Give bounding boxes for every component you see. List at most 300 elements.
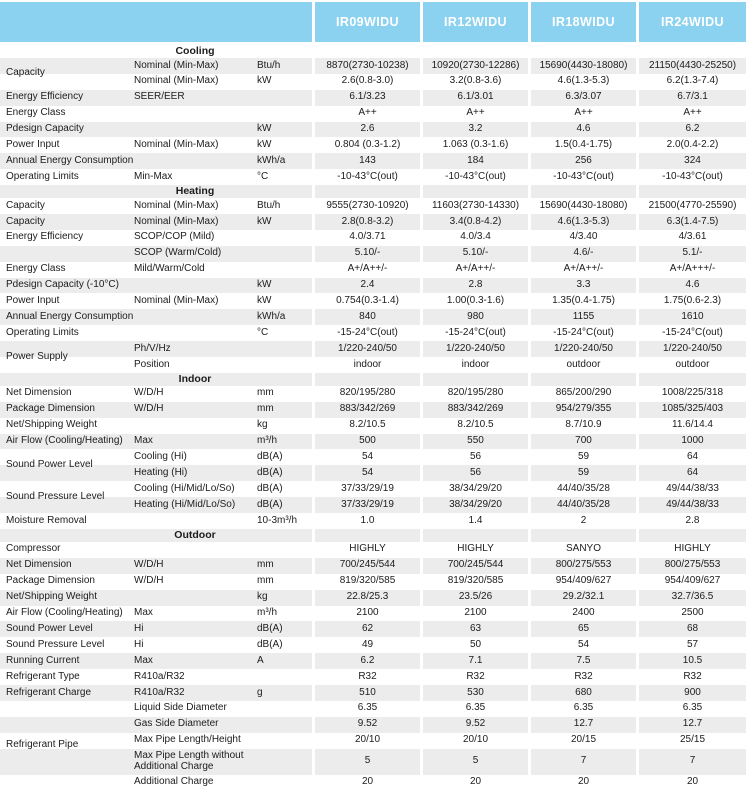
row-label: Sound Power Level <box>6 458 93 470</box>
value-cell: 2.8 <box>685 514 700 526</box>
header-corner <box>0 2 312 42</box>
value-cell: 6.2 <box>685 123 700 135</box>
value-cell: 6.2(1.3-7.4) <box>666 75 719 87</box>
value-cell: 2.8 <box>468 279 483 291</box>
value-cell: 37/33/29/19 <box>341 482 394 494</box>
value-cell: 9.52 <box>465 718 486 730</box>
value-cell: 819/320/585 <box>339 575 396 587</box>
row-sublabel: Ph/V/Hz <box>134 342 171 354</box>
value-cell: 900 <box>684 686 701 698</box>
value-cell: 56 <box>469 451 482 463</box>
value-cell: 22.8/25.3 <box>346 591 389 603</box>
row-stripe <box>423 529 528 542</box>
value-cell: 1.063 (0.3-1.6) <box>442 139 509 150</box>
value-cell: 15690(4430-18080) <box>539 199 628 211</box>
row-sublabel <box>133 513 257 529</box>
row-label: Power Input <box>6 139 60 150</box>
value-cell: 20/15 <box>570 734 597 746</box>
row-sublabel: Nominal (Min-Max) <box>134 199 219 211</box>
row-sublabel <box>133 418 257 434</box>
value-cell: 840 <box>359 310 376 322</box>
value-cell: 4.6(1.3-5.3) <box>557 215 610 227</box>
value-cell: 1.00(0.3-1.6) <box>446 295 505 307</box>
row-sublabel: R410a/R32 <box>134 686 185 698</box>
unit-cell: dB(A) <box>257 498 283 510</box>
value-cell: 530 <box>467 686 484 698</box>
value-cell: 2.4 <box>360 279 375 291</box>
row-stripe <box>423 185 528 198</box>
unit-cell <box>257 341 312 357</box>
value-cell: 49/44/38/33 <box>666 482 719 494</box>
value-cell: 883/342/269 <box>339 403 396 415</box>
value-cell: 1008/225/318 <box>661 387 724 399</box>
row-sublabel: SEER/EER <box>134 91 185 103</box>
value-cell: 1.4 <box>468 514 483 526</box>
value-cell: 1/220-240/50 <box>663 342 722 354</box>
value-cell: 54 <box>361 451 374 463</box>
row-sublabel: Nominal (Min-Max) <box>134 139 219 150</box>
value-cell: 800/275/553 <box>555 559 612 571</box>
section-title: Indoor <box>178 372 212 385</box>
row-label: Net/Shipping Weight <box>6 419 97 431</box>
value-cell: 5.10/- <box>462 247 489 259</box>
row-label: Refrigerant Type <box>6 670 80 682</box>
unit-cell: 10-3m³/h <box>257 514 298 526</box>
value-cell: HIGHLY <box>457 543 494 555</box>
value-cell: R32 <box>574 670 593 682</box>
row-label: Annual Energy Consumption <box>6 310 134 322</box>
row-sublabel: Liquid Side Diameter <box>134 702 227 714</box>
value-cell: 5 <box>364 755 371 767</box>
row-sublabel: Max <box>134 607 153 619</box>
value-cell: 4.0/3.4 <box>460 231 491 243</box>
unit-cell: kW <box>257 75 272 87</box>
row-sublabel <box>133 590 257 606</box>
row-label: Annual Energy Consumption <box>6 154 134 166</box>
row-label: Sound Pressure Level <box>6 638 105 650</box>
value-cell: 20/10 <box>462 734 489 746</box>
value-cell: 62 <box>361 622 374 634</box>
unit-cell: mm <box>257 575 274 587</box>
value-cell: 20 <box>361 776 374 788</box>
value-cell: 0.754(0.3-1.4) <box>336 295 399 307</box>
row-label: Refrigerant Pipe <box>6 739 79 751</box>
row-sublabel: Hi <box>134 622 144 634</box>
row-sublabel: Heating (Hi) <box>134 466 188 478</box>
value-cell: 59 <box>577 466 590 478</box>
row-sublabel: Position <box>134 358 170 370</box>
value-cell: 954/409/627 <box>555 575 612 587</box>
row-sublabel <box>133 309 257 325</box>
value-cell: 6.35 <box>682 702 703 714</box>
unit-cell <box>257 701 312 717</box>
value-cell: 9555(2730-10920) <box>326 199 409 211</box>
value-cell: 10920(2730-12286) <box>431 59 520 71</box>
value-cell: -15-24°C(out) <box>337 326 398 338</box>
value-cell: 64 <box>686 466 699 478</box>
value-cell: 11603(2730-14330) <box>431 199 520 211</box>
value-cell: 1/220-240/50 <box>554 342 613 354</box>
value-cell: 6.35 <box>357 702 378 714</box>
row-label: Energy Efficiency <box>6 231 84 243</box>
value-cell: 49 <box>361 638 374 650</box>
row-sublabel: SCOP/COP (Mild) <box>134 231 215 243</box>
value-cell: 700/245/544 <box>339 559 396 571</box>
row-label: Energy Efficiency <box>6 91 84 103</box>
row-label: Refrigerant Charge <box>6 686 92 698</box>
row-stripe <box>315 185 420 198</box>
value-cell: 6.3(1.4-7.5) <box>666 215 719 227</box>
value-cell: 8870(2730-10238) <box>326 59 409 71</box>
row-stripe <box>315 529 420 542</box>
unit-cell <box>257 357 312 373</box>
row-sublabel: Additional Charge <box>134 776 214 788</box>
value-cell: 32.7/36.5 <box>671 591 714 603</box>
value-cell: 1000 <box>681 435 704 447</box>
row-label: Air Flow (Cooling/Heating) <box>6 607 123 619</box>
value-cell: 11.6/14.4 <box>672 419 713 431</box>
value-cell: 2.6(0.8-3.0) <box>341 75 394 87</box>
value-cell: 700/245/544 <box>447 559 504 571</box>
value-cell: 3.3 <box>576 279 591 291</box>
value-cell: R32 <box>683 670 702 682</box>
unit-cell: dB(A) <box>257 451 283 463</box>
value-cell: 6.35 <box>573 702 594 714</box>
row-label: Pdesign Capacity <box>6 123 84 135</box>
value-cell: indoor <box>461 358 490 370</box>
value-cell: 4/3.61 <box>678 231 707 243</box>
value-cell: A++ <box>358 107 377 119</box>
value-cell: 20 <box>469 776 482 788</box>
unit-cell: kWh/a <box>257 154 286 166</box>
row-label: Package Dimension <box>6 575 95 587</box>
unit-cell: dB(A) <box>257 622 283 634</box>
value-cell: 10.5 <box>682 654 703 666</box>
row-stripe <box>639 529 746 542</box>
value-cell: outdoor <box>675 358 710 370</box>
row-sublabel: W/D/H <box>134 403 164 415</box>
row-label: Net Dimension <box>6 387 72 399</box>
model-header: IR12WIDU <box>423 2 528 42</box>
value-cell: R32 <box>358 670 377 682</box>
row-sublabel: R410a/R32 <box>134 670 185 682</box>
unit-cell <box>257 106 312 122</box>
value-cell: 9.52 <box>357 718 378 730</box>
row-label: Running Current <box>6 654 80 666</box>
model-header: IR18WIDU <box>531 2 636 42</box>
row-label: Package Dimension <box>6 403 95 415</box>
value-cell: 5.1/- <box>682 247 703 259</box>
row-label: Operating Limits <box>6 170 79 182</box>
row-label: Capacity <box>6 199 45 211</box>
unit-cell: g <box>257 686 263 698</box>
unit-cell: kW <box>257 123 272 135</box>
value-cell: 21150(4430-25250) <box>648 59 737 71</box>
value-cell: 256 <box>575 154 592 166</box>
unit-cell <box>257 262 312 278</box>
value-cell: 68 <box>686 622 699 634</box>
value-cell: 3.2 <box>468 123 483 135</box>
unit-cell: dB(A) <box>257 482 283 494</box>
value-cell: 7 <box>580 755 587 767</box>
unit-cell: kWh/a <box>257 310 286 322</box>
row-label: Pdesign Capacity (-10°C) <box>6 279 119 291</box>
value-cell: 7.1 <box>468 654 483 666</box>
row-stripe <box>639 373 746 386</box>
row-sublabel: Mild/Warm/Cold <box>134 263 205 275</box>
model-header: IR09WIDU <box>315 2 420 42</box>
value-cell: 6.3/3.07 <box>565 91 602 103</box>
value-cell: 1.0 <box>360 514 375 526</box>
value-cell: 20 <box>577 776 590 788</box>
value-cell: A++ <box>574 107 593 119</box>
row-sublabel <box>133 278 257 294</box>
value-cell: 865/200/290 <box>555 387 612 399</box>
value-cell: 4/3.40 <box>569 231 598 243</box>
unit-cell <box>257 246 312 262</box>
row-label: Capacity <box>6 67 45 79</box>
section-title: Outdoor <box>174 528 216 541</box>
value-cell: 2100 <box>356 607 379 619</box>
row-label: Power Supply <box>6 350 68 362</box>
value-cell: 883/342/269 <box>447 403 504 415</box>
row-sublabel: Nominal (Min-Max) <box>134 215 219 227</box>
row-sublabel: SCOP (Warm/Cold) <box>134 247 222 259</box>
unit-cell: °C <box>257 326 269 338</box>
value-cell: A+/A+++/- <box>669 263 716 275</box>
row-sublabel: Gas Side Diameter <box>134 718 219 730</box>
row-sublabel: Cooling (Hi/Mid/Lo/So) <box>134 482 235 494</box>
value-cell: 2.8(0.8-3.2) <box>341 215 394 227</box>
unit-cell: Btu/h <box>257 199 281 211</box>
row-sublabel: Nominal (Min-Max) <box>134 75 219 87</box>
row-sublabel: W/D/H <box>134 575 164 587</box>
value-cell: 15690(4430-18080) <box>539 59 628 71</box>
value-cell: 6.1/3.01 <box>457 91 494 103</box>
row-label: Capacity <box>6 215 45 227</box>
row-sublabel: Max Pipe Length/Height <box>134 734 241 746</box>
value-cell: 20 <box>686 776 699 788</box>
value-cell: 20/10 <box>354 734 381 746</box>
row-label: Sound Power Level <box>6 622 93 634</box>
row-sublabel: Heating (Hi/Mid/Lo/So) <box>134 498 236 510</box>
value-cell: 4.6(1.3-5.3) <box>557 75 610 87</box>
unit-cell: mm <box>257 559 274 571</box>
value-cell: 954/279/355 <box>555 403 612 415</box>
section-title: Cooling <box>175 44 215 57</box>
row-label: Net Dimension <box>6 559 72 571</box>
row-sublabel <box>133 542 257 558</box>
unit-cell: kg <box>257 591 268 603</box>
value-cell: 4.0/3.71 <box>349 231 386 243</box>
section-title: Heating <box>175 184 215 197</box>
unit-cell: °C <box>257 170 269 182</box>
value-cell: 57 <box>686 638 699 650</box>
value-cell: 980 <box>467 310 484 322</box>
value-cell: indoor <box>353 358 382 370</box>
value-cell: HIGHLY <box>674 543 711 555</box>
row-label <box>0 246 133 262</box>
value-cell: 3.4(0.8-4.2) <box>449 215 502 227</box>
value-cell: 59 <box>577 451 590 463</box>
row-sublabel: Min-Max <box>134 170 173 182</box>
value-cell: A+/A++/- <box>563 263 604 275</box>
value-cell: 954/409/627 <box>664 575 721 587</box>
row-label: Energy Class <box>6 107 66 119</box>
row-label: Air Flow (Cooling/Heating) <box>6 435 123 447</box>
value-cell: 37/33/29/19 <box>341 498 394 510</box>
value-cell: A+/A++/- <box>455 263 496 275</box>
value-cell: 12.7 <box>682 718 703 730</box>
value-cell: 6.7/3.1 <box>677 91 708 103</box>
row-stripe <box>531 373 636 386</box>
unit-cell <box>257 775 312 791</box>
unit-cell <box>257 90 312 106</box>
row-label: Sound Pressure Level <box>6 490 105 502</box>
row-stripe <box>531 529 636 542</box>
value-cell: 5 <box>472 755 479 767</box>
value-cell: -10-43°C(out) <box>445 170 506 182</box>
value-cell: 54 <box>361 466 374 478</box>
value-cell: -10-43°C(out) <box>662 170 723 182</box>
unit-cell <box>257 733 312 749</box>
value-cell: 29.2/32.1 <box>562 591 605 603</box>
value-cell: 1.75(0.6-2.3) <box>663 295 722 307</box>
value-cell: 1085/325/403 <box>661 403 724 415</box>
value-cell: 44/40/35/28 <box>557 498 610 510</box>
value-cell: 65 <box>577 622 590 634</box>
row-label: Power Input <box>6 295 60 307</box>
row-label: Net/Shipping Weight <box>6 591 97 603</box>
value-cell: 50 <box>469 638 482 650</box>
value-cell: 510 <box>359 686 376 698</box>
row-sublabel: Max Pipe Length without Additional Charge <box>134 749 244 772</box>
row-sublabel: Nominal (Min-Max) <box>134 295 219 307</box>
value-cell: 38/34/29/20 <box>449 498 502 510</box>
value-cell: 2400 <box>572 607 595 619</box>
row-sublabel: Hi <box>134 638 144 650</box>
value-cell: 8.2/10.5 <box>349 419 386 431</box>
value-cell: SANYO <box>565 543 601 555</box>
value-cell: 7 <box>689 755 696 767</box>
value-cell: 820/195/280 <box>339 387 396 399</box>
value-cell: 64 <box>686 451 699 463</box>
row-stripe <box>531 185 636 198</box>
value-cell: 2.0(0.4-2.2) <box>666 139 719 150</box>
row-sublabel: Max <box>134 654 153 666</box>
value-cell: 2 <box>580 514 587 526</box>
value-cell: -10-43°C(out) <box>553 170 614 182</box>
value-cell: 819/320/585 <box>447 575 504 587</box>
row-sublabel <box>133 122 257 138</box>
value-cell: outdoor <box>566 358 601 370</box>
value-cell: 820/195/280 <box>447 387 504 399</box>
value-cell: 6.2 <box>360 654 375 666</box>
unit-cell <box>257 717 312 733</box>
unit-cell <box>257 230 312 246</box>
value-cell: 800/275/553 <box>664 559 721 571</box>
value-cell: R32 <box>466 670 485 682</box>
value-cell: 0.804 (0.3-1.2) <box>334 139 401 150</box>
row-stripe <box>315 373 420 386</box>
value-cell: 49/44/38/33 <box>666 498 719 510</box>
row-sublabel <box>133 153 257 169</box>
value-cell: 550 <box>467 435 484 447</box>
row-sublabel: Max <box>134 435 153 447</box>
value-cell: 38/34/29/20 <box>449 482 502 494</box>
model-header: IR24WIDU <box>639 2 746 42</box>
unit-cell: mm <box>257 387 274 399</box>
unit-cell: Btu/h <box>257 59 281 71</box>
row-sublabel: Cooling (Hi) <box>134 451 187 463</box>
value-cell: 63 <box>469 622 482 634</box>
row-sublabel: W/D/H <box>134 387 164 399</box>
value-cell: 700 <box>575 435 592 447</box>
unit-cell: m³/h <box>257 435 277 447</box>
unit-cell: m³/h <box>257 607 277 619</box>
row-sublabel <box>133 106 257 122</box>
row-label: Energy Class <box>6 263 66 275</box>
unit-cell: dB(A) <box>257 638 283 650</box>
row-sublabel <box>133 325 257 341</box>
unit-cell: kW <box>257 279 272 291</box>
value-cell: -15-24°C(out) <box>445 326 506 338</box>
value-cell: A+/A++/- <box>347 263 388 275</box>
value-cell: HIGHLY <box>349 543 386 555</box>
value-cell: 1.35(0.4-1.75) <box>552 295 615 307</box>
value-cell: 3.2(0.8-3.6) <box>449 75 502 87</box>
row-sublabel: W/D/H <box>134 559 164 571</box>
value-cell: 184 <box>467 154 484 166</box>
unit-cell: kg <box>257 419 268 431</box>
row-sublabel: Nominal (Min-Max) <box>134 59 219 71</box>
value-cell: 1610 <box>681 310 704 322</box>
value-cell: A++ <box>466 107 485 119</box>
unit-cell: dB(A) <box>257 466 283 478</box>
value-cell: 6.1/3.23 <box>349 91 386 103</box>
value-cell: 2100 <box>464 607 487 619</box>
value-cell: 324 <box>684 154 701 166</box>
value-cell: 8.2/10.5 <box>457 419 494 431</box>
value-cell: -15-24°C(out) <box>662 326 723 338</box>
value-cell: 2500 <box>681 607 704 619</box>
value-cell: 4.6/- <box>573 247 594 259</box>
unit-cell: kW <box>257 295 272 307</box>
value-cell: 23.5/26 <box>458 591 493 603</box>
value-cell: 5.10/- <box>354 247 381 259</box>
value-cell: 1/220-240/50 <box>338 342 397 354</box>
value-cell: -15-24°C(out) <box>553 326 614 338</box>
value-cell: 143 <box>359 154 376 166</box>
unit-cell <box>257 669 312 685</box>
unit-cell: kW <box>257 139 272 150</box>
unit-cell: kW <box>257 215 272 227</box>
value-cell: 56 <box>469 466 482 478</box>
row-label: Moisture Removal <box>6 514 87 526</box>
value-cell: 2.6 <box>360 123 375 135</box>
value-cell: 7.5 <box>576 654 591 666</box>
value-cell: 4.6 <box>576 123 591 135</box>
row-stripe <box>423 373 528 386</box>
value-cell: 1155 <box>572 310 595 322</box>
value-cell: 500 <box>359 435 376 447</box>
unit-cell: mm <box>257 403 274 415</box>
value-cell: 1.5(0.4-1.75) <box>554 139 613 150</box>
value-cell: 12.7 <box>573 718 594 730</box>
value-cell: 44/40/35/28 <box>557 482 610 494</box>
unit-cell <box>257 749 312 775</box>
value-cell: A++ <box>683 107 702 119</box>
